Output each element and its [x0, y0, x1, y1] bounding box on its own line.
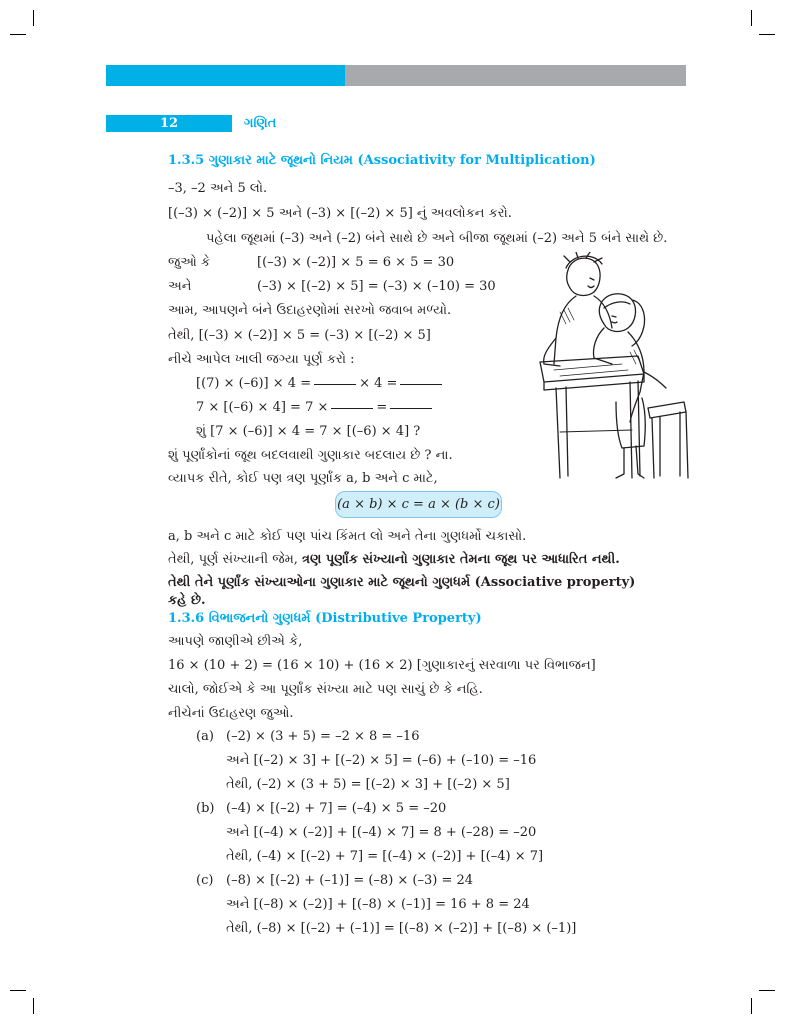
- paragraph-line: આમ, આપણને બંને ઉદાહરણોમાં સરખો જવાબ મળ્યો.: [168, 303, 452, 318]
- section-heading-distributive: 1.3.6 વિભાજનનો ગુણધર્મ (Distributive Property): [168, 611, 482, 626]
- exercise-text: 7 × [(–6) × 4] = 7 ×: [196, 400, 329, 415]
- blank-field: [314, 383, 356, 385]
- paragraph-line: નીચેનાં ઉદાહરણ જુઓ.: [168, 706, 294, 721]
- equation: અને [(–4) × (–2)] + [(–4) × 7] = 8 + (–28) = –20: [226, 825, 537, 840]
- chapter-title: ગણિત: [244, 116, 277, 131]
- paragraph-line: નીચે આપેલ ખાલી જગ્યા પૂર્ણ કરો :: [168, 352, 355, 367]
- example-label: (c): [196, 873, 214, 888]
- crop-mark: [759, 990, 775, 991]
- equation: તેથી, [(–3) × (–2)] × 5 = (–3) × [(–2) × 5]: [168, 328, 431, 343]
- crop-mark: [33, 10, 34, 26]
- equation: અને [(–2) × 3] + [(–2) × 5] = (–6) + (–10) = –16: [226, 753, 537, 768]
- exercise-line: [196, 399, 435, 417]
- section-heading-associativity: 1.3.5 ગુણાકાર માટે જૂથનો નિયમ (Associativity for Multiplication): [168, 153, 596, 168]
- crop-mark: [751, 10, 752, 26]
- crop-mark: [33, 998, 34, 1014]
- blank-field: [390, 407, 432, 409]
- example-label: (b): [196, 801, 215, 816]
- blank-field: [400, 383, 442, 385]
- equation: અને [(–8) × (–2)] + [(–8) × (–1)] = 16 + 8 = 24: [226, 897, 530, 912]
- paragraph-line: આપણે જાણીએ છીએ કે,: [168, 634, 303, 649]
- equation: તેથી, (–8) × [(–2) + (–1)] = [(–8) × (–2)] + [(–8) × (–1)]: [226, 921, 577, 936]
- crop-mark: [10, 34, 26, 35]
- equation: 16 × (10 + 2) = (16 × 10) + (16 × 2) [ગુણાકારનું સરવાળા પર વિભાજન]: [168, 658, 596, 673]
- header-bar-grey: [345, 65, 686, 86]
- paragraph-bold-line: તેથી તેને પૂર્ણાંક સંખ્યાઓના ગુણાકાર માટે જૂથનો ગુણધર્મ (Associative property): [168, 575, 636, 590]
- crop-mark: [759, 34, 775, 35]
- paragraph-line: શું પૂર્ણાંકોનાં જૂથ બદલવાથી ગુણાકાર બદલાય છે ? ના.: [168, 448, 453, 463]
- equation: તેથી, (–4) × [(–2) + 7] = [(–4) × (–2)] + [(–4) × 7]: [226, 849, 544, 864]
- example-label: (a): [196, 729, 214, 744]
- paragraph-line: –3, –2 અને 5 લો.: [168, 181, 268, 196]
- exercise-text: × 4 =: [359, 376, 398, 391]
- equation: (–4) × [(–2) + 7] = (–4) × 5 = –20: [226, 801, 447, 816]
- paragraph-line: વ્યાપક રીતે, કોઈ પણ ત્રણ પૂર્ણાંક a, b અને c માટે,: [168, 471, 438, 486]
- paragraph-line: [168, 551, 620, 569]
- paragraph-line: ચાલો, જોઈએ કે આ પૂર્ણાંક સંખ્યા માટે પણ સાચું છે કે નહિ.: [168, 682, 483, 697]
- paragraph-text: તેથી, પૂર્ણ સંખ્યાની જેમ,: [168, 552, 303, 567]
- equation: તેથી, (–2) × (3 + 5) = [(–2) × 3] + [(–2) × 5]: [226, 777, 510, 792]
- paragraph-line: a, b અને c માટે કોઈ પણ પાંચ કિંમત લો અને તેના ગુણધર્મો ચકાસો.: [168, 529, 527, 544]
- exercise-text: =: [376, 400, 388, 415]
- header-bar-accent: [106, 65, 345, 86]
- paragraph-bold-text: ત્રણ પૂર્ણાંક સંખ્યાનો ગુણાકાર તેમના જૂથ પર આધારિત નથી.: [302, 552, 620, 567]
- paragraph-bold-line: કહે છે.: [168, 593, 206, 608]
- exercise-text: [(7) × (–6)] × 4 =: [196, 376, 312, 391]
- children-studying-illustration: [520, 252, 695, 484]
- paragraph-line: [(–3) × (–2)] × 5 અને (–3) × [(–2) × 5] નું અવલોકન કરો.: [168, 206, 512, 221]
- crop-mark: [751, 998, 752, 1014]
- crop-mark: [10, 990, 26, 991]
- formula-box: (a × b) × c = a × (b × c): [335, 491, 502, 518]
- equation: (–2) × (3 + 5) = –2 × 8 = –16: [226, 729, 420, 744]
- paragraph-line-label: અને: [168, 279, 192, 294]
- exercise-line: [196, 375, 445, 393]
- page-number: 12: [106, 115, 232, 132]
- exercise-line: શું [7 × (–6)] × 4 = 7 × [(–6) × 4] ?: [196, 424, 421, 439]
- equation: (–3) × [(–2) × 5] = (–3) × (–10) = 30: [257, 279, 496, 294]
- equation: (–8) × [(–2) + (–1)] = (–8) × (–3) = 24: [226, 873, 474, 888]
- paragraph-line-label: જુઓ કે: [168, 255, 211, 270]
- equation: [(–3) × (–2)] × 5 = 6 × 5 = 30: [257, 255, 455, 270]
- paragraph-line: પહેલા જૂથમાં (–3) અને (–2) બંને સાથે છે અને બીજા જૂથમાં (–2) અને 5 બંને સાથે છે.: [206, 231, 668, 246]
- blank-field: [331, 407, 373, 409]
